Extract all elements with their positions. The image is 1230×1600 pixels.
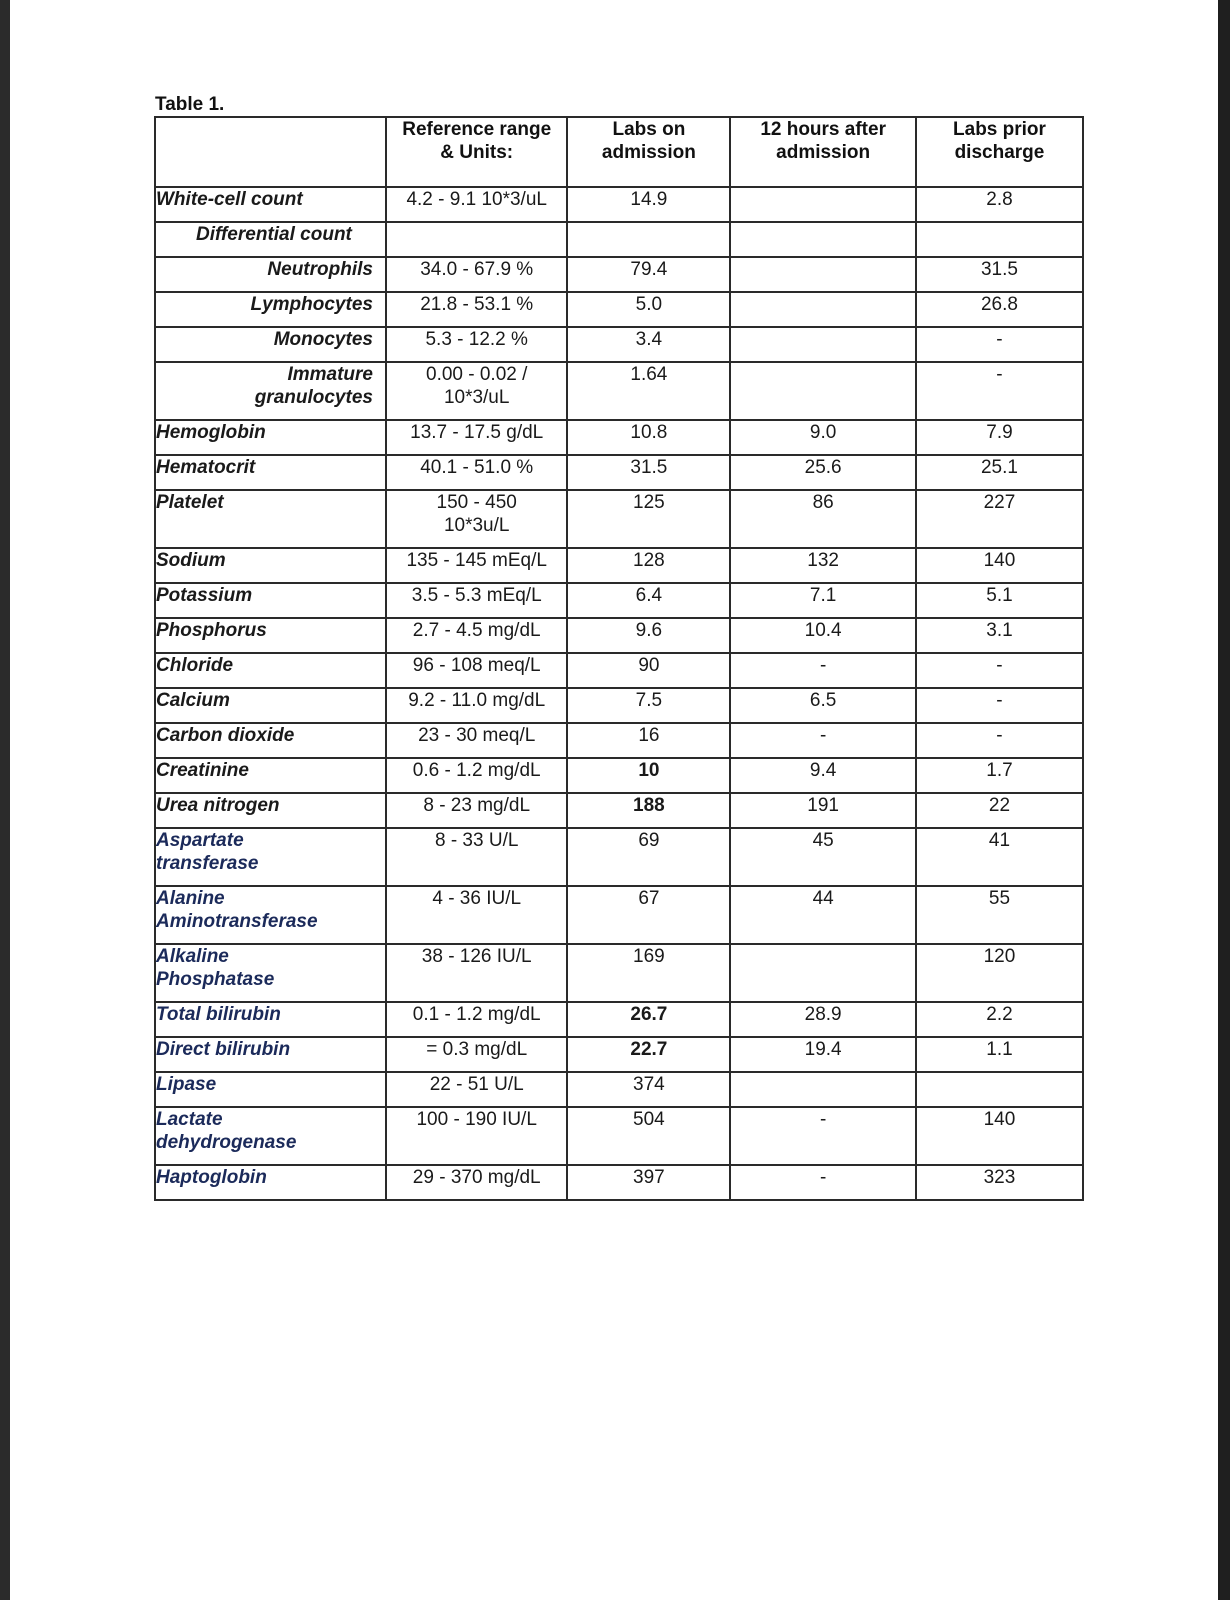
- reference-range: 0.6 - 1.2 mg/dL: [386, 758, 567, 793]
- test-name: Alkaline Phosphatase: [155, 944, 386, 1002]
- table-row: [155, 944, 1083, 1002]
- value-admission: 31.5: [567, 455, 730, 490]
- reference-range: 13.7 - 17.5 g/dL: [386, 420, 567, 455]
- reference-range: 0.1 - 1.2 mg/dL: [386, 1002, 567, 1037]
- value-12-hours: -: [730, 653, 916, 688]
- test-name: Immature granulocytes: [155, 362, 386, 420]
- lab-results-table: [154, 116, 1084, 1201]
- value-admission: 504: [567, 1107, 730, 1165]
- document-page: [10, 0, 1218, 1600]
- test-name: Lipase: [155, 1072, 386, 1107]
- header-12-hours: 12 hours after admission: [730, 117, 916, 187]
- value-12-hours: [730, 327, 916, 362]
- value-discharge: 2.8: [916, 187, 1083, 222]
- value-12-hours: 10.4: [730, 618, 916, 653]
- test-name: Total bilirubin: [155, 1002, 386, 1037]
- table-row: [155, 292, 1083, 327]
- test-name: Phosphorus: [155, 618, 386, 653]
- value-admission: 67: [567, 886, 730, 944]
- value-admission: 22.7: [567, 1037, 730, 1072]
- test-name: Hematocrit: [155, 455, 386, 490]
- test-name: White-cell count: [155, 187, 386, 222]
- value-admission: 5.0: [567, 292, 730, 327]
- value-discharge: -: [916, 362, 1083, 420]
- value-discharge: -: [916, 653, 1083, 688]
- table-row: [155, 653, 1083, 688]
- table-row: [155, 1107, 1083, 1165]
- reference-range: 2.7 - 4.5 mg/dL: [386, 618, 567, 653]
- value-admission: 128: [567, 548, 730, 583]
- value-admission: 14.9: [567, 187, 730, 222]
- value-admission: 9.6: [567, 618, 730, 653]
- value-admission: 3.4: [567, 327, 730, 362]
- value-discharge: 140: [916, 548, 1083, 583]
- value-discharge: -: [916, 723, 1083, 758]
- value-admission: 7.5: [567, 688, 730, 723]
- value-admission: 374: [567, 1072, 730, 1107]
- test-name: Differential count: [155, 222, 386, 257]
- reference-range: 29 - 370 mg/dL: [386, 1165, 567, 1200]
- value-admission: 125: [567, 490, 730, 548]
- value-12-hours: [730, 292, 916, 327]
- value-12-hours: 44: [730, 886, 916, 944]
- value-admission: 188: [567, 793, 730, 828]
- value-12-hours: [730, 187, 916, 222]
- table-row: [155, 1037, 1083, 1072]
- value-admission: 1.64: [567, 362, 730, 420]
- reference-range: = 0.3 mg/dL: [386, 1037, 567, 1072]
- table-row: [155, 886, 1083, 944]
- value-discharge: 2.2: [916, 1002, 1083, 1037]
- table-row: [155, 723, 1083, 758]
- reference-range: 22 - 51 U/L: [386, 1072, 567, 1107]
- test-name: Monocytes: [155, 327, 386, 362]
- table-row: [155, 257, 1083, 292]
- reference-range: 135 - 145 mEq/L: [386, 548, 567, 583]
- test-name: Carbon dioxide: [155, 723, 386, 758]
- value-12-hours: 9.4: [730, 758, 916, 793]
- value-discharge: 55: [916, 886, 1083, 944]
- value-12-hours: -: [730, 1165, 916, 1200]
- table-row: [155, 362, 1083, 420]
- value-discharge: 227: [916, 490, 1083, 548]
- value-12-hours: [730, 222, 916, 257]
- value-admission: 169: [567, 944, 730, 1002]
- table-row: [155, 583, 1083, 618]
- reference-range: 4.2 - 9.1 10*3/uL: [386, 187, 567, 222]
- test-name: Hemoglobin: [155, 420, 386, 455]
- value-discharge: 1.1: [916, 1037, 1083, 1072]
- test-name: Lactate dehydrogenase: [155, 1107, 386, 1165]
- table-row: [155, 222, 1083, 257]
- test-name: Urea nitrogen: [155, 793, 386, 828]
- value-12-hours: 25.6: [730, 455, 916, 490]
- test-name: Chloride: [155, 653, 386, 688]
- table-row: [155, 618, 1083, 653]
- reference-range: 8 - 23 mg/dL: [386, 793, 567, 828]
- value-discharge: 26.8: [916, 292, 1083, 327]
- value-admission: 79.4: [567, 257, 730, 292]
- value-admission: 397: [567, 1165, 730, 1200]
- value-admission: 26.7: [567, 1002, 730, 1037]
- reference-range: 23 - 30 meq/L: [386, 723, 567, 758]
- reference-range: [386, 222, 567, 257]
- table-row: [155, 420, 1083, 455]
- value-12-hours: -: [730, 1107, 916, 1165]
- test-name: Direct bilirubin: [155, 1037, 386, 1072]
- reference-range: 150 - 450 10*3u/L: [386, 490, 567, 548]
- table-row: [155, 828, 1083, 886]
- value-discharge: -: [916, 688, 1083, 723]
- value-12-hours: [730, 1072, 916, 1107]
- test-name: Sodium: [155, 548, 386, 583]
- value-discharge: 22: [916, 793, 1083, 828]
- reference-range: 38 - 126 IU/L: [386, 944, 567, 1002]
- test-name: Potassium: [155, 583, 386, 618]
- value-discharge: 7.9: [916, 420, 1083, 455]
- table-caption: Table 1.: [155, 94, 225, 115]
- reference-range: 5.3 - 12.2 %: [386, 327, 567, 362]
- table-row: [155, 548, 1083, 583]
- value-admission: 10: [567, 758, 730, 793]
- value-12-hours: 19.4: [730, 1037, 916, 1072]
- value-discharge: -: [916, 327, 1083, 362]
- reference-range: 8 - 33 U/L: [386, 828, 567, 886]
- table-row: [155, 793, 1083, 828]
- value-discharge: 31.5: [916, 257, 1083, 292]
- value-discharge: [916, 222, 1083, 257]
- value-admission: 90: [567, 653, 730, 688]
- value-12-hours: 9.0: [730, 420, 916, 455]
- value-12-hours: 7.1: [730, 583, 916, 618]
- table-row: [155, 758, 1083, 793]
- test-name: Alanine Aminotransferase: [155, 886, 386, 944]
- right-border: [1218, 0, 1230, 1600]
- table-row: [155, 688, 1083, 723]
- reference-range: 34.0 - 67.9 %: [386, 257, 567, 292]
- table-row: [155, 327, 1083, 362]
- value-12-hours: 28.9: [730, 1002, 916, 1037]
- value-12-hours: -: [730, 723, 916, 758]
- reference-range: 9.2 - 11.0 mg/dL: [386, 688, 567, 723]
- header-test: [155, 117, 386, 187]
- value-discharge: 25.1: [916, 455, 1083, 490]
- value-admission: 6.4: [567, 583, 730, 618]
- value-admission: 69: [567, 828, 730, 886]
- reference-range: 21.8 - 53.1 %: [386, 292, 567, 327]
- header-admission: Labs on admission: [567, 117, 730, 187]
- test-name: Creatinine: [155, 758, 386, 793]
- value-admission: 16: [567, 723, 730, 758]
- test-name: Aspartate transferase: [155, 828, 386, 886]
- test-name: Calcium: [155, 688, 386, 723]
- value-12-hours: [730, 362, 916, 420]
- value-12-hours: 132: [730, 548, 916, 583]
- table-row: [155, 490, 1083, 548]
- table-row: [155, 455, 1083, 490]
- value-discharge: [916, 1072, 1083, 1107]
- test-name: Platelet: [155, 490, 386, 548]
- value-12-hours: [730, 944, 916, 1002]
- reference-range: 4 - 36 IU/L: [386, 886, 567, 944]
- value-12-hours: 6.5: [730, 688, 916, 723]
- reference-range: 3.5 - 5.3 mEq/L: [386, 583, 567, 618]
- test-name: Lymphocytes: [155, 292, 386, 327]
- table-row: [155, 187, 1083, 222]
- table-row: [155, 1072, 1083, 1107]
- value-12-hours: 86: [730, 490, 916, 548]
- table-row: [155, 1002, 1083, 1037]
- value-discharge: 1.7: [916, 758, 1083, 793]
- header-discharge: Labs prior discharge: [916, 117, 1083, 187]
- value-12-hours: 45: [730, 828, 916, 886]
- value-admission: [567, 222, 730, 257]
- test-name: Neutrophils: [155, 257, 386, 292]
- value-12-hours: 191: [730, 793, 916, 828]
- value-discharge: 140: [916, 1107, 1083, 1165]
- left-border: [0, 0, 10, 1600]
- value-admission: 10.8: [567, 420, 730, 455]
- value-discharge: 5.1: [916, 583, 1083, 618]
- value-discharge: 120: [916, 944, 1083, 1002]
- value-discharge: 3.1: [916, 618, 1083, 653]
- reference-range: 96 - 108 meq/L: [386, 653, 567, 688]
- test-name: Haptoglobin: [155, 1165, 386, 1200]
- value-discharge: 323: [916, 1165, 1083, 1200]
- table-row: [155, 1165, 1083, 1200]
- value-discharge: 41: [916, 828, 1083, 886]
- header-reference: Reference range & Units:: [386, 117, 567, 187]
- value-12-hours: [730, 257, 916, 292]
- reference-range: 100 - 190 IU/L: [386, 1107, 567, 1165]
- reference-range: 40.1 - 51.0 %: [386, 455, 567, 490]
- reference-range: 0.00 - 0.02 / 10*3/uL: [386, 362, 567, 420]
- header-row: [155, 117, 1083, 187]
